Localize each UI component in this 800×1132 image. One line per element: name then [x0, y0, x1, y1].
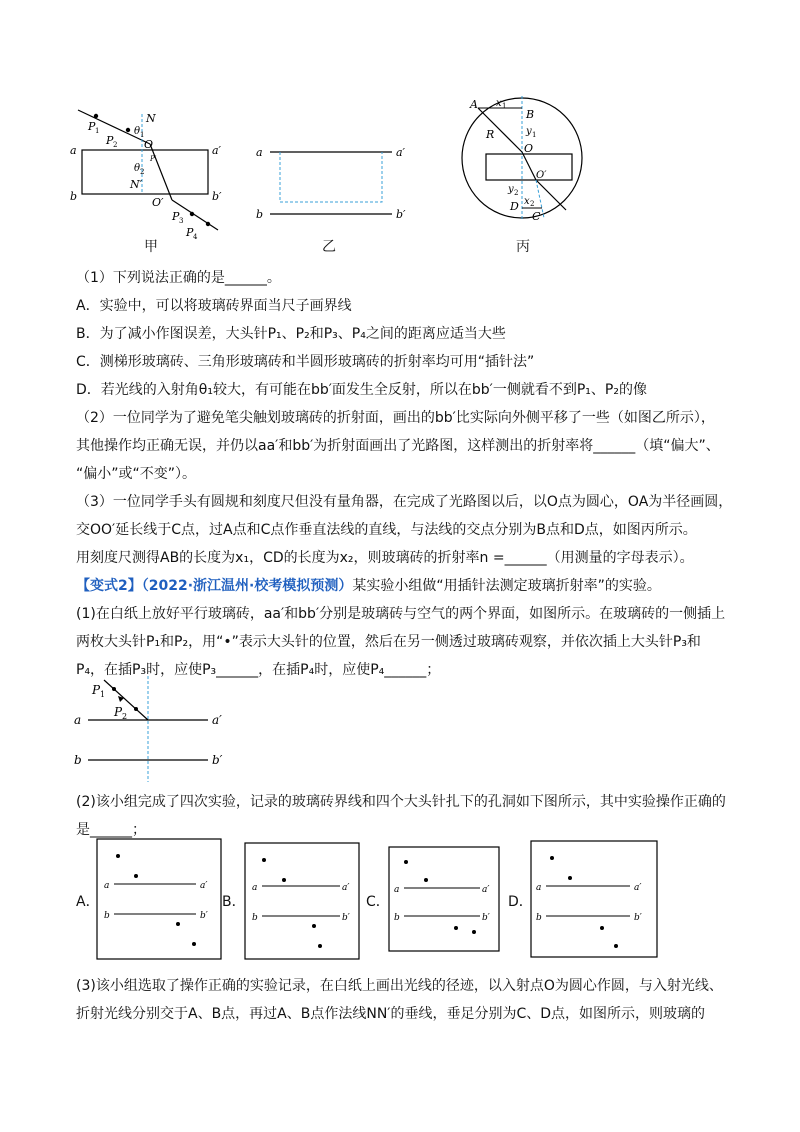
- svg-text:A: A: [470, 98, 478, 111]
- svg-text:1: 1: [100, 690, 106, 699]
- svg-text:b: b: [104, 911, 110, 921]
- svg-text:y: y: [526, 126, 532, 137]
- svg-text:P: P: [88, 120, 96, 133]
- svg-text:b: b: [252, 913, 258, 923]
- svg-text:a: a: [252, 883, 258, 893]
- figure-jia: [66, 96, 236, 244]
- v3-line-1: (3)该小组选取了操作正确的实验记录，在白纸上画出光线的径迹，以入射点O为圆心作圆，与入射光线、: [76, 978, 723, 994]
- svg-text:b′: b′: [482, 913, 490, 923]
- q1-option-d: D．若光线的入射角θ₁较大，有可能在bb′面发生全反射，所以在bb′一侧就看不到P₁、P₂的像: [76, 382, 647, 398]
- svg-text:a: a: [74, 713, 82, 727]
- svg-text:a: a: [536, 883, 542, 893]
- svg-text:b′: b′: [212, 753, 223, 767]
- svg-text:a′: a′: [482, 885, 490, 895]
- svg-text:x: x: [524, 196, 530, 207]
- option-a-letter: A．: [76, 894, 100, 910]
- svg-text:b: b: [394, 913, 400, 923]
- q2-line-2: 其他操作均正确无误，并仍以aa′和bb′为折射面画出了光路图，这样测出的折射率将______（填“偏大”、: [76, 438, 720, 454]
- svg-text:P: P: [186, 226, 194, 239]
- caption-bing: 丙: [516, 239, 530, 255]
- svg-text:x: x: [496, 98, 502, 109]
- svg-text:1: 1: [95, 127, 100, 135]
- v1-line-2: 两枚大头针P₁和P₂，用“•”表示大头针的位置，然后在另一侧透过玻璃砖观察，并依次插上大头针P₃和: [76, 634, 701, 650]
- caption-yi: 乙: [322, 239, 336, 255]
- svg-text:P: P: [92, 683, 101, 697]
- q2-line-1: （2）一位同学为了避免笔尖触划玻璃砖的折射面，画出的bb′比实际向外侧平移了一些（如图乙所示），: [76, 410, 715, 426]
- q3-line-1: （3）一位同学手头有圆规和刻度尺但没有量角器，在完成了光路图以后，以O点为圆心，OA为半径画圆，: [76, 494, 733, 510]
- svg-text:θ: θ: [134, 163, 141, 174]
- q1-option-c: C．测梯形玻璃砖、三角形玻璃砖和半圆形玻璃砖的折射率均可用“插针法”: [76, 354, 535, 370]
- svg-text:B: B: [526, 108, 535, 121]
- svg-text:O: O: [524, 142, 534, 155]
- option-d-figure: [530, 840, 658, 958]
- q3-line-3: 用刻度尺测得AB的长度为x₁，CD的长度为x₂，则玻璃砖的折射率n =______（用测量的字母表示）。: [76, 550, 694, 566]
- svg-text:N: N: [146, 112, 156, 125]
- svg-text:b′: b′: [634, 913, 642, 923]
- v1-line-3: P₄，在插P₃时，应使P₃______，在插P₄时，应使P₄______；: [76, 662, 441, 678]
- v2-line-2: 是______；: [76, 822, 146, 838]
- option-b-letter: B．: [222, 894, 246, 910]
- option-c-letter: C．: [366, 894, 390, 910]
- v1-line-1: (1)在白纸上放好平行玻璃砖，aa′和bb′分别是玻璃砖与空气的两个界面，如图所示。在玻璃砖的一侧插上: [76, 606, 726, 622]
- svg-text:1: 1: [502, 102, 507, 110]
- figure-parallel-glass: [70, 676, 240, 786]
- svg-text:R: R: [486, 128, 495, 141]
- caption-jia: 甲: [144, 239, 158, 255]
- svg-text:a′: a′: [212, 713, 222, 727]
- option-d-letter: D．: [508, 894, 533, 910]
- svg-text:a: a: [256, 146, 263, 159]
- q1-option-b: B．为了减小作图误差，大头针P₁、P₂和P₃、P₄之间的距离应适当大些: [76, 326, 506, 342]
- svg-text:N′: N′: [130, 178, 143, 191]
- option-b-figure: [244, 842, 360, 960]
- svg-text:1: 1: [140, 131, 145, 139]
- svg-text:2: 2: [113, 141, 118, 149]
- svg-text:O′: O′: [536, 170, 547, 181]
- svg-text:2: 2: [530, 200, 535, 208]
- svg-text:4: 4: [193, 233, 198, 241]
- svg-text:a′: a′: [212, 144, 222, 157]
- q1-option-a: A．实验中，可以将玻璃砖界面当尺子画界线: [76, 298, 352, 314]
- svg-text:b′: b′: [212, 190, 222, 203]
- svg-text:θ: θ: [134, 126, 141, 137]
- svg-text:2: 2: [514, 189, 519, 197]
- svg-text:2: 2: [122, 712, 128, 721]
- svg-text:O′: O′: [152, 196, 164, 209]
- figure-bing: [456, 92, 592, 232]
- svg-text:b: b: [536, 913, 542, 923]
- svg-text:b′: b′: [200, 911, 208, 921]
- svg-text:a′: a′: [342, 883, 350, 893]
- svg-text:a′: a′: [200, 881, 208, 891]
- q3-line-2: 交OO′延长线于C点，过A点和C点作垂直法线的直线，与法线的交点分别为B点和D点，如图丙所示。: [76, 522, 697, 538]
- svg-text:2: 2: [140, 168, 145, 176]
- v2-line-1: (2)该小组完成了四次实验，记录的玻璃砖界线和四个大头针扎下的孔洞如下图所示，其中实验操作正确的: [76, 794, 726, 810]
- svg-text:b: b: [70, 190, 78, 203]
- variant-tag: 【变式2】（2022·浙江温州·校考模拟预测）: [76, 578, 353, 594]
- svg-text:b: b: [256, 208, 264, 221]
- q1-stem: （1）下列说法正确的是______。: [76, 270, 281, 286]
- q2-line-3: “偏小”或“不变”）。: [76, 466, 197, 482]
- svg-text:b′: b′: [342, 913, 350, 923]
- svg-text:a: a: [394, 885, 400, 895]
- svg-text:3: 3: [179, 217, 184, 225]
- svg-text:P′: P′: [150, 155, 157, 163]
- svg-text:P: P: [106, 134, 114, 147]
- svg-text:b: b: [74, 753, 82, 767]
- svg-text:a′: a′: [634, 883, 642, 893]
- svg-text:C: C: [532, 210, 541, 223]
- figure-yi: [252, 140, 412, 224]
- svg-text:O: O: [144, 138, 154, 151]
- svg-text:a: a: [104, 881, 110, 891]
- svg-text:D: D: [510, 200, 519, 213]
- option-a-figure: [96, 838, 222, 960]
- svg-text:b′: b′: [396, 208, 406, 221]
- svg-text:P: P: [114, 705, 123, 719]
- variant-heading: [76, 576, 661, 596]
- svg-text:a: a: [70, 144, 77, 157]
- v3-line-2: 折射光线分别交于A、B点，再过A、B点作法线NN′的垂线，垂足分别为C、D点，如图所示，则玻璃的: [76, 1006, 706, 1022]
- option-c-figure: [388, 846, 500, 952]
- svg-text:y: y: [508, 184, 514, 195]
- svg-text:P: P: [172, 210, 180, 223]
- svg-text:1: 1: [532, 131, 537, 139]
- svg-text:a′: a′: [396, 146, 406, 159]
- variant-title: 某实验小组做“用插针法测定玻璃折射率”的实验。: [352, 578, 661, 594]
